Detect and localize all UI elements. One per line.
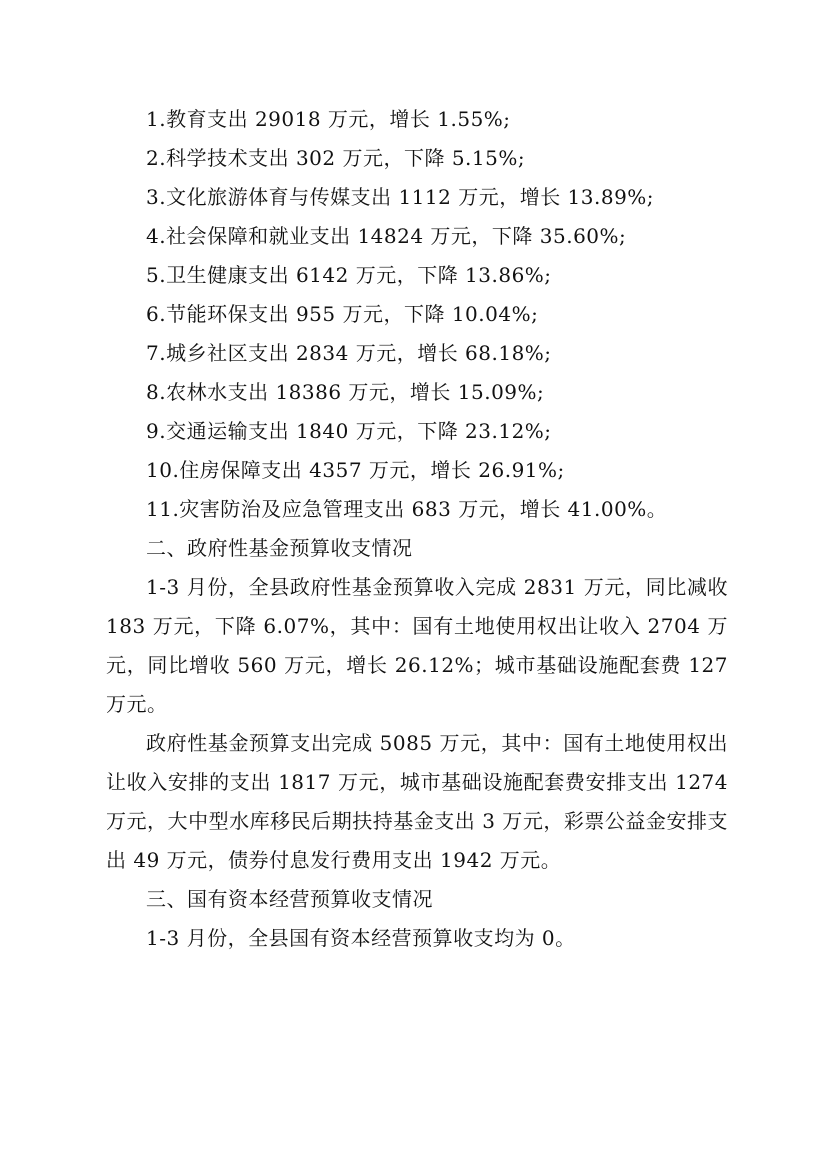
list-item: 11.灾害防治及应急管理支出 683 万元，增长 41.00%。 — [146, 497, 668, 521]
section-heading-state-capital: 三、国有资本经营预算收支情况 — [146, 887, 433, 911]
list-item: 4.社会保障和就业支出 14824 万元，下降 35.60%; — [146, 224, 627, 248]
paragraph-state-capital: 1-3 月份，全县国有资本经营预算收支均为 0。 — [146, 926, 576, 950]
list-item: 10.住房保障支出 4357 万元，增长 26.91%; — [146, 458, 565, 482]
list-item: 6.节能环保支出 955 万元，下降 10.04%; — [146, 302, 539, 326]
list-item: 3.文化旅游体育与传媒支出 1112 万元，增长 13.89%; — [146, 185, 655, 209]
list-item: 2.科学技术支出 302 万元，下降 5.15%; — [146, 146, 526, 170]
paragraph-fund-revenue: 1-3 月份，全县政府性基金预算收入完成 2831 万元，同比减收 183 万元，下降 6.07%，其中：国有土地使用权出让收入 2704 万元，同比增收 560 万元，增长 26.12%；城市基础设施配套费 127 万元。 — [106, 575, 728, 716]
document-body — [106, 100, 728, 958]
list-item: 8.农林水支出 18386 万元，增长 15.09%; — [146, 380, 545, 404]
list-item: 9.交通运输支出 1840 万元，下降 23.12%; — [146, 419, 552, 443]
list-item: 1.教育支出 29018 万元，增长 1.55%; — [146, 107, 511, 131]
list-item: 5.卫生健康支出 6142 万元，下降 13.86%; — [146, 263, 552, 287]
section-heading-government-fund: 二、政府性基金预算收支情况 — [146, 536, 413, 560]
list-item: 7.城乡社区支出 2834 万元，增长 68.18%; — [146, 341, 552, 365]
paragraph-fund-expenditure: 政府性基金预算支出完成 5085 万元，其中：国有土地使用权出让收入安排的支出 1817 万元，城市基础设施配套费安排支出 1274 万元，大中型水库移民后期扶持基金支出 3 万元，彩票公益金安排支出 49 万元，债券付息发行费用支出 1942 万元。 — [106, 731, 728, 872]
